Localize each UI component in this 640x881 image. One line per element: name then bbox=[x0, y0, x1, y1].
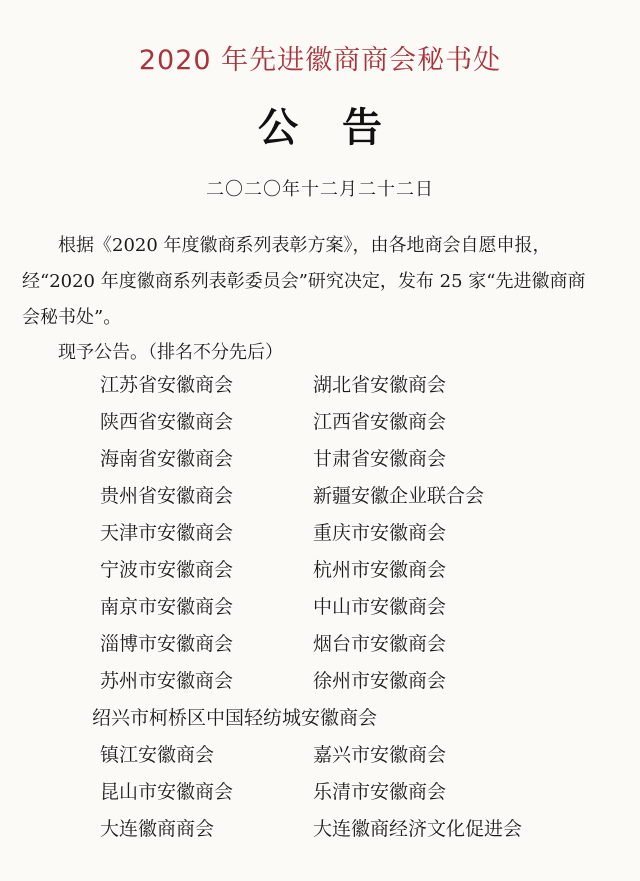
list-item: 天津市安徽商会 bbox=[100, 522, 234, 544]
list-item: 镇江安徽商会 bbox=[100, 744, 215, 766]
list-item: 宁波市安徽商会 bbox=[100, 559, 234, 581]
list-item: 湖北省安徽商会 bbox=[313, 374, 447, 396]
list-row bbox=[0, 666, 640, 696]
list-item: 大连徽商商会 bbox=[100, 818, 215, 840]
list-row bbox=[0, 703, 640, 733]
notice-heading: 公告 bbox=[258, 104, 426, 151]
list-row bbox=[0, 481, 640, 511]
list-row bbox=[0, 740, 640, 770]
list-item: 江西省安徽商会 bbox=[313, 411, 447, 433]
list-item: 淄博市安徽商会 bbox=[100, 633, 234, 655]
list-item: 南京市安徽商会 bbox=[100, 596, 234, 618]
notice-date: 二〇二〇年十二月二十二日 bbox=[206, 179, 434, 200]
list-item: 大连徽商经济文化促进会 bbox=[313, 818, 523, 840]
list-row bbox=[0, 407, 640, 437]
list-item: 嘉兴市安徽商会 bbox=[313, 744, 447, 766]
list-item: 甘肃省安徽商会 bbox=[313, 448, 447, 470]
list-item: 陕西省安徽商会 bbox=[100, 411, 234, 433]
list-item: 昆山市安徽商会 bbox=[100, 781, 234, 803]
list-row bbox=[0, 629, 640, 659]
list-item: 中山市安徽商会 bbox=[313, 596, 447, 618]
list-item: 新疆安徽企业联合会 bbox=[313, 485, 485, 507]
list-item: 江苏省安徽商会 bbox=[100, 374, 234, 396]
list-item: 海南省安徽商会 bbox=[100, 448, 234, 470]
list-item: 苏州市安徽商会 bbox=[100, 670, 234, 692]
list-item: 贵州省安徽商会 bbox=[100, 485, 234, 507]
list-row bbox=[0, 370, 640, 400]
list-row bbox=[0, 777, 640, 807]
list-item: 烟台市安徽商会 bbox=[313, 633, 447, 655]
list-item: 杭州市安徽商会 bbox=[313, 559, 447, 581]
list-row bbox=[0, 518, 640, 548]
list-row bbox=[0, 444, 640, 474]
notice-body bbox=[22, 228, 600, 336]
list-item: 乐清市安徽商会 bbox=[313, 781, 447, 803]
list-item: 绍兴市柯桥区中国轻纺城安徽商会 bbox=[92, 707, 378, 729]
list-row bbox=[0, 555, 640, 585]
list-item: 重庆市安徽商会 bbox=[313, 522, 447, 544]
issuer-title: 2020 年先进徽商商会秘书处 bbox=[138, 45, 502, 76]
list-row bbox=[0, 814, 640, 844]
list-item: 徐州市安徽商会 bbox=[313, 670, 447, 692]
intro-line: 现予公告。（排名不分先后） bbox=[58, 342, 283, 363]
list-row bbox=[0, 592, 640, 622]
body-paragraph: 根据《2020 年度徽商系列表彰方案》，由各地商会自愿申报，经“2020 年度徽商系列表彰委员会”研究决定，发布 25 家“先进徽商商会秘书处”。 bbox=[22, 235, 586, 328]
